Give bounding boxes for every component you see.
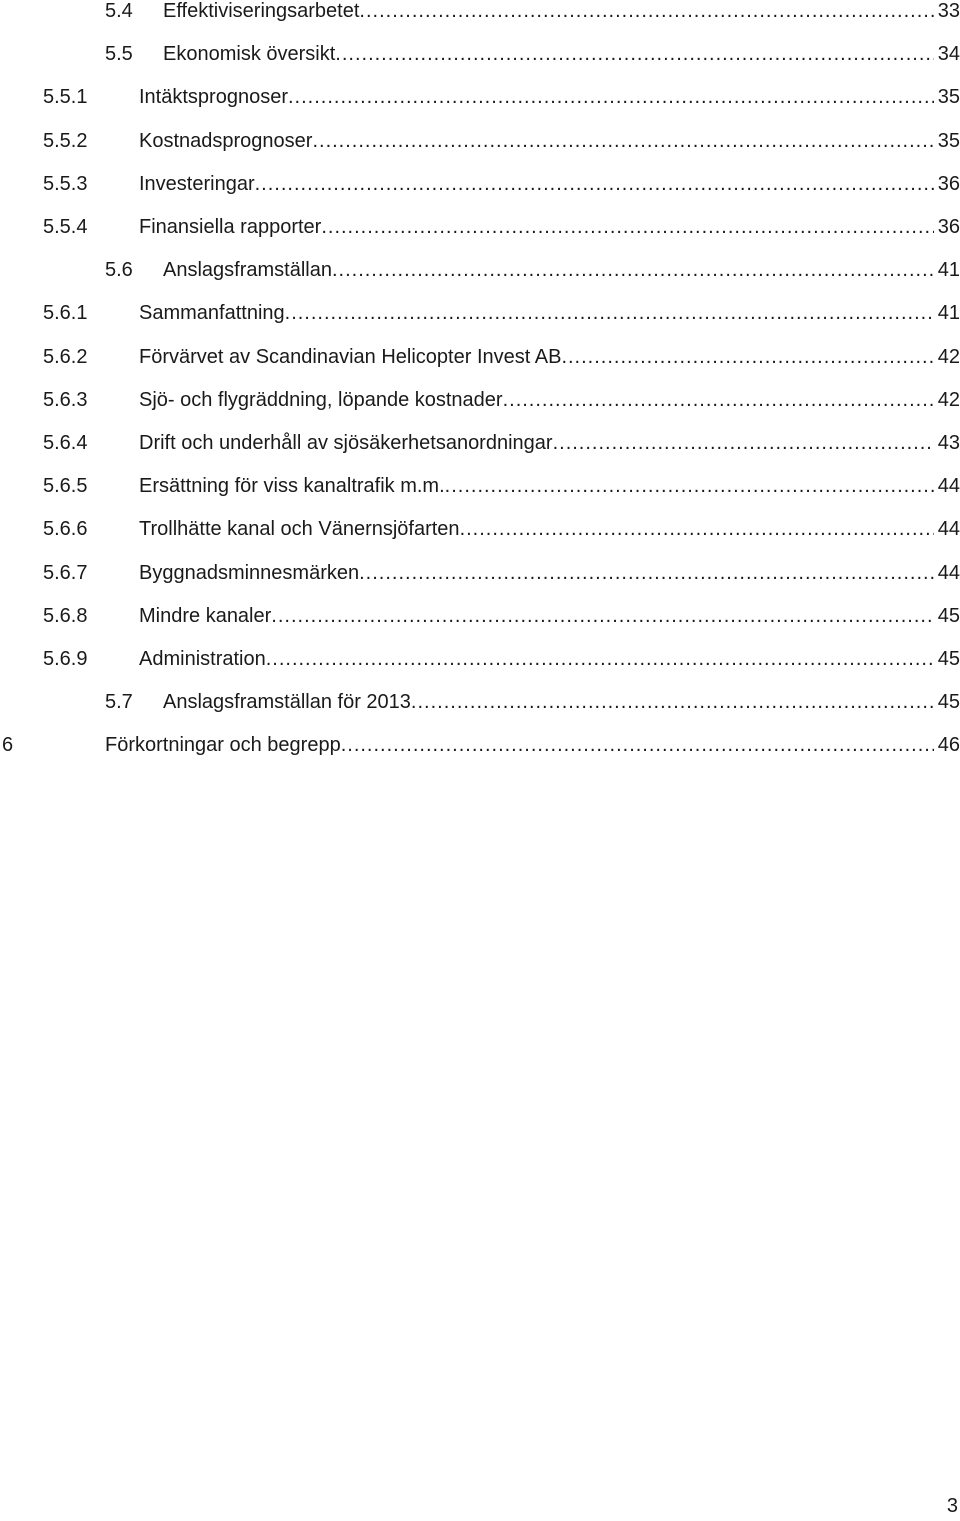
- toc-entry[interactable]: [0, 471, 960, 501]
- toc-dot-leader: [553, 428, 934, 458]
- toc-dot-leader: [255, 169, 934, 199]
- toc-entry-page: 35: [937, 129, 960, 152]
- toc-entry-line: [139, 644, 960, 674]
- toc-entry-page: 41: [937, 302, 960, 325]
- toc-entry[interactable]: [0, 212, 960, 242]
- toc-entry-line: [105, 730, 960, 760]
- toc-entry-number: 5.6.1: [43, 302, 88, 325]
- toc-entry-number: 5.5.2: [43, 129, 88, 152]
- toc-entry-line: [139, 342, 960, 372]
- toc-entry[interactable]: [0, 342, 960, 372]
- toc-entry[interactable]: [0, 126, 960, 156]
- toc-entry-title: Anslagsframställan för 2013: [163, 691, 411, 714]
- toc-dot-leader: [359, 0, 933, 26]
- toc-dot-leader: [332, 255, 934, 285]
- toc-dot-leader: [503, 385, 934, 415]
- toc-entry[interactable]: [0, 730, 960, 760]
- toc-entry-title: Administration: [139, 648, 266, 670]
- toc-entry-page: 33: [937, 0, 960, 22]
- toc-entry-line: [139, 558, 960, 588]
- toc-entry-number: 5.6.5: [43, 475, 88, 498]
- toc-entry-title: Effektiviseringsarbetet: [163, 0, 360, 22]
- toc-entry[interactable]: [0, 687, 960, 717]
- toc-entry-title: Kostnadsprognoser: [139, 129, 313, 152]
- toc-dot-leader: [411, 687, 934, 717]
- toc-entry-number: 5.5.4: [43, 216, 88, 238]
- toc-entry-line: [139, 514, 960, 544]
- toc-entry-page: 45: [937, 648, 960, 670]
- toc-entry-page: 36: [937, 216, 960, 238]
- toc-entry-page: 34: [937, 43, 960, 66]
- toc-entry-number: 5.6.3: [43, 388, 88, 411]
- toc-entry-number: 5.6.2: [43, 345, 88, 368]
- toc-entry-line: [139, 601, 960, 631]
- toc-entry-title: Ersättning för viss kanaltrafik m.m.: [139, 475, 445, 498]
- toc-entry-line: [139, 471, 960, 501]
- toc-dot-leader: [271, 601, 933, 631]
- toc-entry-title: Trollhätte kanal och Vänernsjöfarten: [139, 518, 460, 541]
- toc-entry-line: [139, 82, 960, 112]
- toc-entry-number: 5.6.7: [43, 561, 88, 584]
- toc-entry-line: [163, 0, 960, 26]
- toc-entry-number: 5.7: [105, 691, 133, 714]
- toc-entry-page: 42: [937, 388, 960, 411]
- toc-entry-title: Investeringar: [139, 172, 255, 195]
- toc-entry[interactable]: [0, 385, 960, 415]
- toc-entry[interactable]: [0, 82, 960, 112]
- toc-dot-leader: [359, 558, 934, 588]
- toc-entry-title: Mindre kanaler: [139, 604, 272, 627]
- toc-entry-number: 6: [2, 734, 14, 757]
- toc-entry-page: 35: [937, 86, 960, 109]
- toc-entry[interactable]: [0, 39, 960, 69]
- toc-entry[interactable]: [0, 601, 960, 631]
- toc-entry-title: Förkortningar och begrepp: [105, 734, 341, 757]
- toc-entry-page: 36: [937, 172, 960, 195]
- toc-entry[interactable]: [0, 644, 960, 674]
- toc-dot-leader: [288, 82, 934, 112]
- toc-dot-leader: [335, 39, 933, 69]
- toc-entry-number: 5.5: [105, 43, 133, 66]
- toc-entry-line: [163, 39, 960, 69]
- toc-entry-number: 5.6.4: [43, 432, 88, 454]
- toc-entry-page: 45: [937, 691, 960, 714]
- toc-entry[interactable]: [0, 298, 960, 328]
- toc-dot-leader: [321, 212, 933, 242]
- toc-entry-page: 44: [937, 518, 960, 541]
- toc-entry-page: 46: [937, 734, 960, 757]
- toc-dot-leader: [460, 514, 934, 544]
- toc-entry[interactable]: [0, 169, 960, 199]
- toc-dot-leader: [445, 471, 934, 501]
- toc-entry-number: 5.5.3: [43, 172, 88, 195]
- toc-entry-title: Förvärvet av Scandinavian Helicopter Invest AB: [139, 345, 562, 368]
- toc-entry-line: [139, 428, 960, 458]
- page-number: 3: [946, 1495, 958, 1517]
- toc-entry-title: Anslagsframställan: [163, 259, 332, 282]
- toc-entry-title: Byggnadsminnesmärken: [139, 561, 360, 584]
- toc-entry[interactable]: [0, 558, 960, 588]
- toc-entry-line: [139, 385, 960, 415]
- toc-entry[interactable]: [0, 514, 960, 544]
- toc-entry-number: 5.6: [105, 259, 133, 282]
- toc-entry[interactable]: [0, 255, 960, 285]
- toc-entry-line: [139, 169, 960, 199]
- toc-entry-title: Intäktsprognoser: [139, 86, 288, 109]
- toc-entry-title: Ekonomisk översikt: [163, 43, 336, 66]
- toc-entry-number: 5.4: [105, 0, 133, 22]
- toc-entry-line: [163, 687, 960, 717]
- toc-entry-title: Sjö- och flygräddning, löpande kostnader: [139, 388, 503, 411]
- toc-entry-page: 45: [937, 604, 960, 627]
- toc-entry-line: [139, 212, 960, 242]
- toc-entry-number: 5.6.6: [43, 518, 88, 541]
- toc-entry-line: [139, 126, 960, 156]
- toc-entry[interactable]: [0, 0, 960, 26]
- toc-entry-line: [163, 255, 960, 285]
- toc-entry-line: [139, 298, 960, 328]
- toc-dot-leader: [341, 730, 934, 760]
- toc-entry[interactable]: [0, 428, 960, 458]
- toc-dot-leader: [561, 342, 933, 372]
- toc-entry-page: 41: [937, 259, 960, 282]
- toc-entry-page: 42: [937, 345, 960, 368]
- toc-entry-number: 5.6.8: [43, 604, 88, 627]
- toc-entry-page: 43: [937, 432, 960, 454]
- toc-entry-title: Sammanfattning: [139, 302, 285, 325]
- toc-dot-leader: [312, 126, 933, 156]
- toc-entry-number: 5.5.1: [43, 86, 88, 109]
- toc-entry-title: Finansiella rapporter: [139, 216, 322, 238]
- toc-entry-page: 44: [937, 561, 960, 584]
- toc-dot-leader: [285, 298, 934, 328]
- toc-entry-number: 5.6.9: [43, 648, 88, 670]
- toc-dot-leader: [266, 644, 934, 674]
- toc-entry-title: Drift och underhåll av sjösäkerhetsanordningar: [139, 432, 553, 454]
- toc-entry-page: 44: [937, 475, 960, 498]
